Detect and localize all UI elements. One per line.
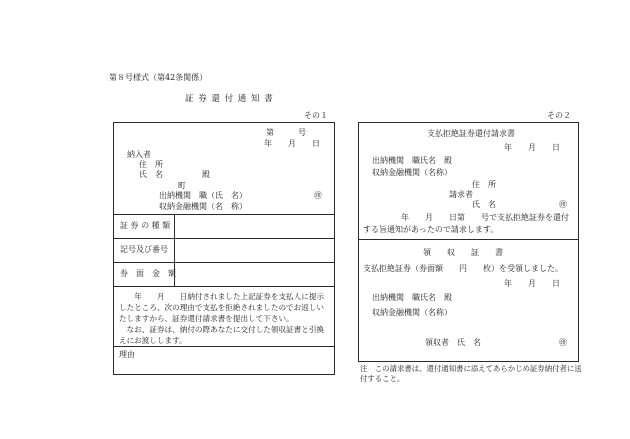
- column-divider: [174, 214, 175, 286]
- footnote: 注 この請求書は、還付通知書に添えてあらかじめ証券納付者に送付すること。: [360, 364, 582, 383]
- part2-label: その２: [547, 111, 571, 120]
- name-label: 氏 名: [139, 170, 163, 179]
- divider: [114, 262, 334, 263]
- receipt-date: 年 月 日: [504, 279, 560, 288]
- divider: [114, 286, 334, 287]
- notice-text: 年 月 日納付されました上記証券を支払人に提示したところ、次の理由で支払を拒絶されましたのでお返しいたしますから、証券還付請求書を提出して下さい。: [119, 292, 325, 323]
- request-body: 年 月 日第 号で支払拒絶証券を還付: [401, 213, 569, 222]
- part1-label: その１: [304, 111, 328, 120]
- number-label: 第 号: [266, 128, 306, 137]
- divider: [114, 214, 334, 215]
- reason-label: 理由: [119, 350, 135, 359]
- divider: [359, 239, 578, 240]
- requester-address: 住 所: [472, 180, 496, 189]
- receipt-collector: 収納金融機関（名称）: [372, 308, 452, 317]
- town-label: 町: [178, 181, 186, 190]
- seal-mark: ㊞: [559, 200, 567, 209]
- notice-text-2: なお、証券は、納付の際あなたに交付した領収証書と引換えにお渡しします。: [119, 325, 325, 345]
- request-collector: 収納金融機関（名称）: [372, 168, 452, 177]
- divider: [114, 346, 334, 347]
- requester-name: 氏 名: [472, 200, 496, 209]
- address-label: 住 所: [139, 160, 163, 169]
- request-date: 年 月 日: [504, 143, 560, 152]
- receipt-cashier: 出納機関 職氏名 殿: [372, 293, 452, 302]
- part1-form: [113, 122, 335, 375]
- requester-label: 請求者: [449, 190, 473, 199]
- collector-label: 収納金融機関（名 称）: [159, 202, 247, 211]
- issue-date: 年 月 日: [264, 139, 320, 148]
- request-cashier: 出納機関 職氏名 殿: [372, 156, 452, 165]
- seal-mark: ㊞: [559, 338, 567, 347]
- part2-form: [358, 122, 579, 362]
- payer-label: 納入者: [127, 150, 151, 159]
- document-title: 証 券 還 付 通 知 書: [185, 94, 274, 104]
- divider: [114, 238, 334, 239]
- receipt-body: 支払拒絶証券（券面額 円 枚）を受領しました。: [363, 264, 563, 273]
- receipt-title: 領 収 証 書: [423, 248, 503, 257]
- face-amount-label: 券 面 金 額: [120, 269, 176, 278]
- receiver-label: 領収者 氏 名: [425, 338, 481, 347]
- honorific: 殿: [202, 170, 210, 179]
- security-type-label: 証 券 の 種 類: [120, 221, 171, 230]
- security-number-label: 記号及び番号: [120, 245, 168, 254]
- request-title: 支払拒絶証券還付請求書: [427, 129, 515, 138]
- request-body-2: する旨通知があったので請求します。: [363, 225, 499, 234]
- cashier-label: 出納機関 職（氏 名）: [159, 191, 247, 200]
- seal-mark: ㊞: [314, 191, 322, 200]
- form-number: 第８号様式（第42条関係）: [109, 73, 208, 82]
